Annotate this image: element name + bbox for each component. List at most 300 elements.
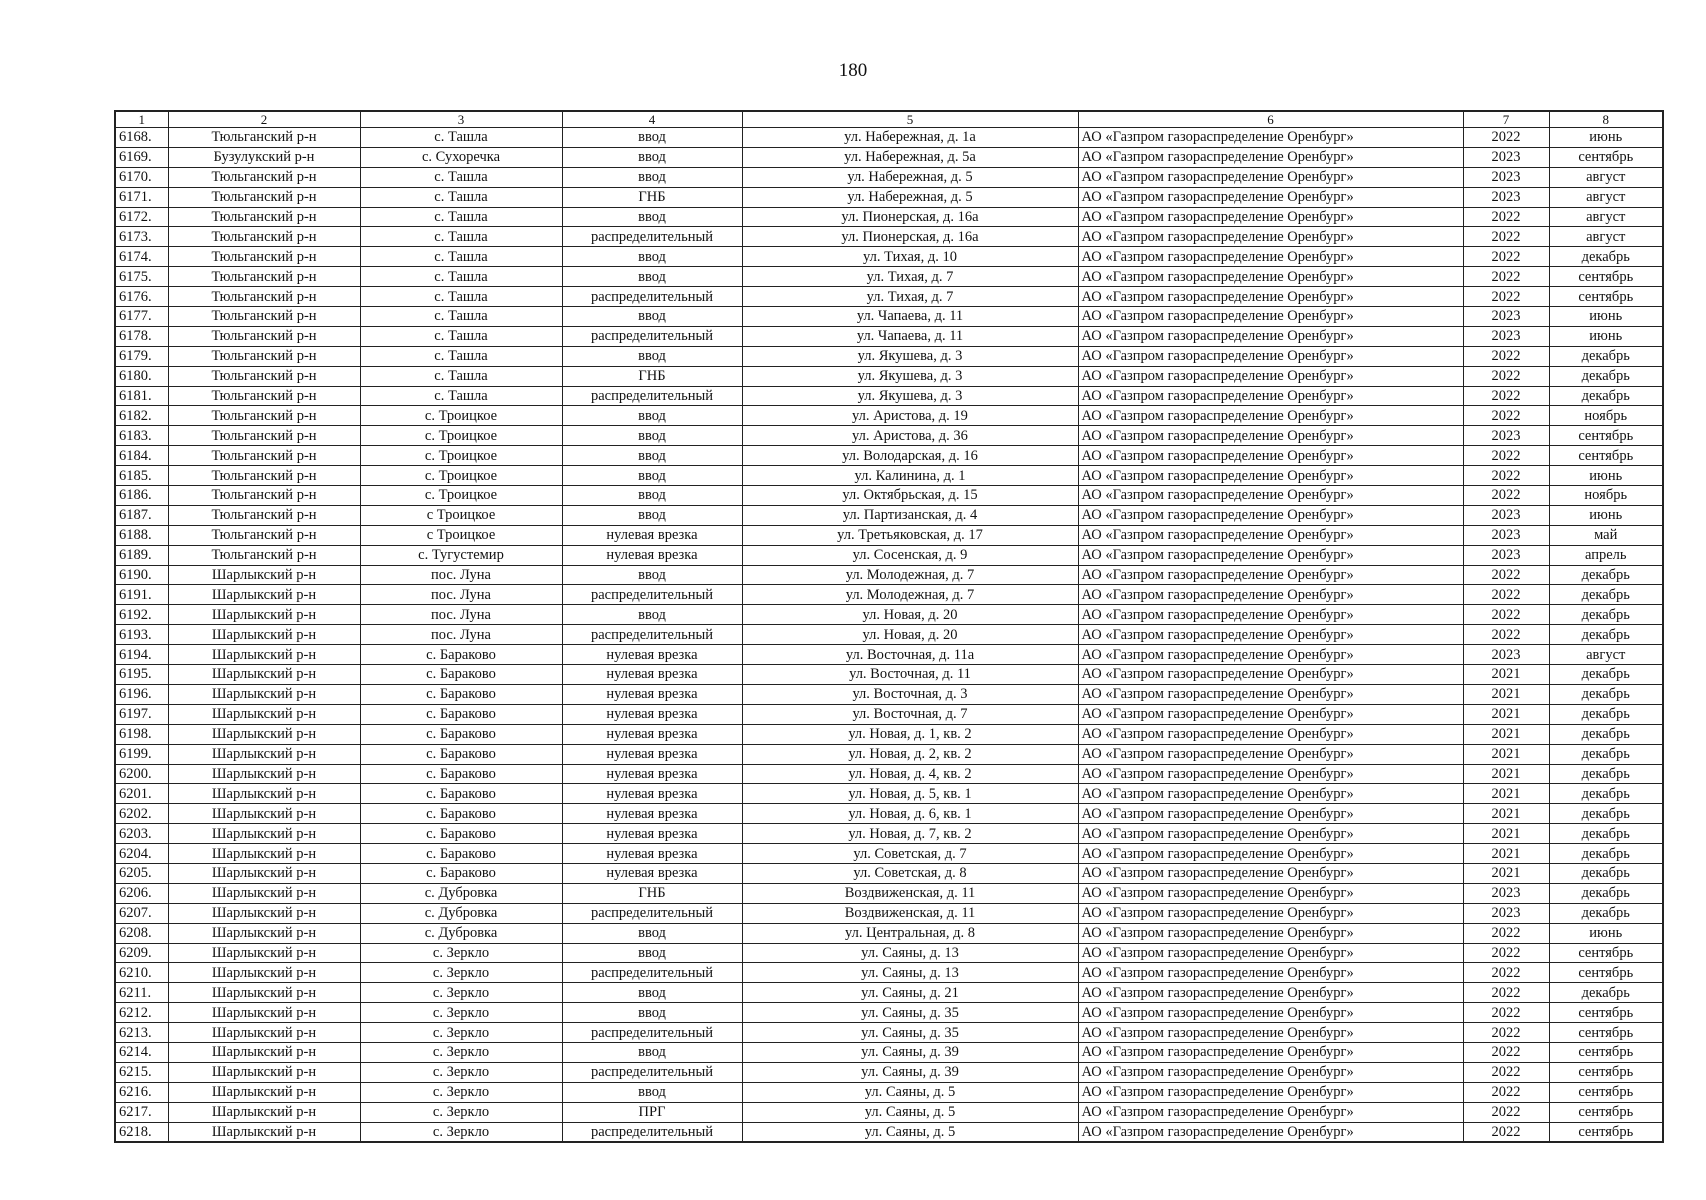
work-type-cell: ввод [562, 1003, 742, 1023]
table-row [115, 366, 1663, 386]
district-cell: Шарлыкский р-н [168, 744, 360, 764]
month-cell: сентябрь [1549, 1122, 1663, 1142]
year-cell: 2021 [1463, 804, 1549, 824]
district-cell: Шарлыкский р-н [168, 665, 360, 685]
col-header: 7 [1463, 111, 1549, 128]
work-type-cell: ввод [562, 466, 742, 486]
work-type-cell: ввод [562, 167, 742, 187]
organization-cell: АО «Газпром газораспределение Оренбург» [1078, 366, 1463, 386]
work-type-cell: распределительный [562, 1062, 742, 1082]
month-cell: декабрь [1549, 863, 1663, 883]
address-cell: Воздвиженская, д. 11 [742, 883, 1078, 903]
district-cell: Шарлыкский р-н [168, 804, 360, 824]
organization-cell: АО «Газпром газораспределение Оренбург» [1078, 525, 1463, 545]
organization-cell: АО «Газпром газораспределение Оренбург» [1078, 1003, 1463, 1023]
table-row [115, 684, 1663, 704]
row-number-cell: 6191. [115, 585, 168, 605]
table-row [115, 1062, 1663, 1082]
work-type-cell: ГНБ [562, 187, 742, 207]
settlement-cell: с. Ташла [360, 187, 562, 207]
address-cell: ул. Саяны, д. 13 [742, 943, 1078, 963]
district-cell: Тюльганский р-н [168, 207, 360, 227]
table-row [115, 1122, 1663, 1142]
row-number-cell: 6201. [115, 784, 168, 804]
work-type-cell: распределительный [562, 227, 742, 247]
month-cell: сентябрь [1549, 147, 1663, 167]
district-cell: Тюльганский р-н [168, 446, 360, 466]
row-number-cell: 6203. [115, 824, 168, 844]
settlement-cell: с. Троицкое [360, 466, 562, 486]
organization-cell: АО «Газпром газораспределение Оренбург» [1078, 684, 1463, 704]
row-number-cell: 6194. [115, 645, 168, 665]
month-cell: сентябрь [1549, 943, 1663, 963]
year-cell: 2021 [1463, 724, 1549, 744]
table-row [115, 724, 1663, 744]
address-cell: ул. Саяны, д. 5 [742, 1122, 1078, 1142]
settlement-cell: с Троицкое [360, 525, 562, 545]
row-number-cell: 6212. [115, 1003, 168, 1023]
work-type-cell: нулевая врезка [562, 744, 742, 764]
work-type-cell: ввод [562, 346, 742, 366]
district-cell: Тюльганский р-н [168, 167, 360, 187]
settlement-cell: пос. Луна [360, 605, 562, 625]
district-cell: Шарлыкский р-н [168, 923, 360, 943]
month-cell: декабрь [1549, 565, 1663, 585]
address-cell: ул. Саяны, д. 21 [742, 983, 1078, 1003]
work-type-cell: распределительный [562, 1122, 742, 1142]
year-cell: 2023 [1463, 326, 1549, 346]
work-type-cell: ввод [562, 267, 742, 287]
address-cell: ул. Якушева, д. 3 [742, 386, 1078, 406]
address-cell: ул. Якушева, д. 3 [742, 346, 1078, 366]
work-type-cell: нулевая врезка [562, 684, 742, 704]
district-cell: Шарлыкский р-н [168, 844, 360, 864]
table-row [115, 923, 1663, 943]
row-number-cell: 6183. [115, 426, 168, 446]
month-cell: июнь [1549, 466, 1663, 486]
year-cell: 2021 [1463, 744, 1549, 764]
work-type-cell: ввод [562, 923, 742, 943]
settlement-cell: с. Бараково [360, 744, 562, 764]
organization-cell: АО «Газпром газораспределение Оренбург» [1078, 923, 1463, 943]
table-row [115, 844, 1663, 864]
table-row [115, 764, 1663, 784]
address-cell: ул. Пионерская, д. 16а [742, 227, 1078, 247]
address-cell: ул. Саяны, д. 5 [742, 1102, 1078, 1122]
settlement-cell: с. Сухоречка [360, 147, 562, 167]
settlement-cell: с. Бараково [360, 784, 562, 804]
month-cell: декабрь [1549, 724, 1663, 744]
row-number-cell: 6180. [115, 366, 168, 386]
row-number-cell: 6195. [115, 665, 168, 685]
address-cell: ул. Центральная, д. 8 [742, 923, 1078, 943]
settlement-cell: с. Ташла [360, 267, 562, 287]
address-cell: ул. Новая, д. 20 [742, 605, 1078, 625]
month-cell: декабрь [1549, 883, 1663, 903]
organization-cell: АО «Газпром газораспределение Оренбург» [1078, 1102, 1463, 1122]
year-cell: 2022 [1463, 1003, 1549, 1023]
work-type-cell: нулевая врезка [562, 764, 742, 784]
district-cell: Шарлыкский р-н [168, 883, 360, 903]
address-cell: ул. Пионерская, д. 16а [742, 207, 1078, 227]
work-type-cell: нулевая врезка [562, 784, 742, 804]
address-cell: ул. Тихая, д. 7 [742, 267, 1078, 287]
settlement-cell: с. Ташла [360, 167, 562, 187]
row-number-cell: 6200. [115, 764, 168, 784]
year-cell: 2021 [1463, 844, 1549, 864]
address-cell: ул. Саяны, д. 5 [742, 1082, 1078, 1102]
organization-cell: АО «Газпром газораспределение Оренбург» [1078, 605, 1463, 625]
table-row [115, 326, 1663, 346]
month-cell: сентябрь [1549, 267, 1663, 287]
year-cell: 2023 [1463, 167, 1549, 187]
organization-cell: АО «Газпром газораспределение Оренбург» [1078, 724, 1463, 744]
address-cell: ул. Набережная, д. 5 [742, 167, 1078, 187]
organization-cell: АО «Газпром газораспределение Оренбург» [1078, 326, 1463, 346]
work-type-cell: ввод [562, 128, 742, 148]
district-cell: Шарлыкский р-н [168, 963, 360, 983]
settlement-cell: пос. Луна [360, 625, 562, 645]
work-type-cell: распределительный [562, 386, 742, 406]
district-cell: Шарлыкский р-н [168, 1122, 360, 1142]
work-type-cell: распределительный [562, 585, 742, 605]
month-cell: сентябрь [1549, 446, 1663, 466]
row-number-cell: 6193. [115, 625, 168, 645]
organization-cell: АО «Газпром газораспределение Оренбург» [1078, 207, 1463, 227]
month-cell: декабрь [1549, 804, 1663, 824]
row-number-cell: 6190. [115, 565, 168, 585]
row-number-cell: 6175. [115, 267, 168, 287]
year-cell: 2023 [1463, 645, 1549, 665]
address-cell: ул. Саяны, д. 35 [742, 1003, 1078, 1023]
work-type-cell: распределительный [562, 963, 742, 983]
organization-cell: АО «Газпром газораспределение Оренбург» [1078, 147, 1463, 167]
table-row [115, 1082, 1663, 1102]
month-cell: декабрь [1549, 844, 1663, 864]
month-cell: сентябрь [1549, 1003, 1663, 1023]
district-cell: Тюльганский р-н [168, 247, 360, 267]
address-cell: ул. Саяны, д. 13 [742, 963, 1078, 983]
organization-cell: АО «Газпром газораспределение Оренбург» [1078, 1042, 1463, 1062]
year-cell: 2022 [1463, 625, 1549, 645]
address-cell: ул. Саяны, д. 39 [742, 1042, 1078, 1062]
work-type-cell: ввод [562, 147, 742, 167]
month-cell: декабрь [1549, 366, 1663, 386]
organization-cell: АО «Газпром газораспределение Оренбург» [1078, 1122, 1463, 1142]
row-number-cell: 6170. [115, 167, 168, 187]
year-cell: 2022 [1463, 1122, 1549, 1142]
district-cell: Тюльганский р-н [168, 426, 360, 446]
address-cell: ул. Восточная, д. 7 [742, 704, 1078, 724]
month-cell: декабрь [1549, 784, 1663, 804]
month-cell: апрель [1549, 545, 1663, 565]
row-number-cell: 6207. [115, 903, 168, 923]
address-cell: ул. Набережная, д. 5а [742, 147, 1078, 167]
col-header: 1 [115, 111, 168, 128]
organization-cell: АО «Газпром газораспределение Оренбург» [1078, 267, 1463, 287]
work-type-cell: нулевая врезка [562, 863, 742, 883]
year-cell: 2022 [1463, 386, 1549, 406]
row-number-cell: 6169. [115, 147, 168, 167]
district-cell: Шарлыкский р-н [168, 764, 360, 784]
table-row [115, 307, 1663, 327]
district-cell: Шарлыкский р-н [168, 1023, 360, 1043]
month-cell: сентябрь [1549, 426, 1663, 446]
month-cell: июнь [1549, 326, 1663, 346]
row-number-cell: 6197. [115, 704, 168, 724]
address-cell: ул. Молодежная, д. 7 [742, 565, 1078, 585]
district-cell: Тюльганский р-н [168, 326, 360, 346]
address-cell: ул. Советская, д. 8 [742, 863, 1078, 883]
row-number-cell: 6177. [115, 307, 168, 327]
row-number-cell: 6172. [115, 207, 168, 227]
row-number-cell: 6186. [115, 486, 168, 506]
address-cell: ул. Сосенская, д. 9 [742, 545, 1078, 565]
district-cell: Тюльганский р-н [168, 187, 360, 207]
month-cell: декабрь [1549, 704, 1663, 724]
district-cell: Тюльганский р-н [168, 227, 360, 247]
work-type-cell: распределительный [562, 1023, 742, 1043]
table-row [115, 346, 1663, 366]
work-type-cell: ввод [562, 307, 742, 327]
settlement-cell: с. Бараково [360, 704, 562, 724]
district-cell: Тюльганский р-н [168, 505, 360, 525]
address-cell: ул. Набережная, д. 5 [742, 187, 1078, 207]
table-row [115, 565, 1663, 585]
settlement-cell: с. Ташла [360, 287, 562, 307]
month-cell: июнь [1549, 505, 1663, 525]
work-type-cell: ввод [562, 426, 742, 446]
row-number-cell: 6214. [115, 1042, 168, 1062]
settlement-cell: с. Ташла [360, 207, 562, 227]
work-type-cell: ввод [562, 1082, 742, 1102]
work-type-cell: ввод [562, 605, 742, 625]
district-cell: Шарлыкский р-н [168, 684, 360, 704]
month-cell: декабрь [1549, 744, 1663, 764]
col-header: 8 [1549, 111, 1663, 128]
organization-cell: АО «Газпром газораспределение Оренбург» [1078, 585, 1463, 605]
year-cell: 2022 [1463, 287, 1549, 307]
settlement-cell: с. Зеркло [360, 1062, 562, 1082]
organization-cell: АО «Газпром газораспределение Оренбург» [1078, 665, 1463, 685]
month-cell: сентябрь [1549, 1062, 1663, 1082]
address-cell: ул. Новая, д. 2, кв. 2 [742, 744, 1078, 764]
table-row [115, 665, 1663, 685]
address-cell: ул. Новая, д. 5, кв. 1 [742, 784, 1078, 804]
address-cell: ул. Восточная, д. 11 [742, 665, 1078, 685]
address-cell: ул. Якушева, д. 3 [742, 366, 1078, 386]
settlement-cell: с. Ташла [360, 326, 562, 346]
year-cell: 2023 [1463, 307, 1549, 327]
row-number-cell: 6168. [115, 128, 168, 148]
col-header: 2 [168, 111, 360, 128]
settlement-cell: с. Троицкое [360, 446, 562, 466]
month-cell: сентябрь [1549, 1082, 1663, 1102]
year-cell: 2021 [1463, 784, 1549, 804]
settlement-cell: с. Зеркло [360, 1023, 562, 1043]
row-number-cell: 6208. [115, 923, 168, 943]
district-cell: Шарлыкский р-н [168, 605, 360, 625]
organization-cell: АО «Газпром газораспределение Оренбург» [1078, 983, 1463, 1003]
row-number-cell: 6187. [115, 505, 168, 525]
address-cell: ул. Восточная, д. 11а [742, 645, 1078, 665]
settlement-cell: с. Дубровка [360, 903, 562, 923]
row-number-cell: 6216. [115, 1082, 168, 1102]
address-cell: ул. Аристова, д. 19 [742, 406, 1078, 426]
year-cell: 2022 [1463, 128, 1549, 148]
address-cell: ул. Молодежная, д. 7 [742, 585, 1078, 605]
work-type-cell: ввод [562, 505, 742, 525]
settlement-cell: с. Дубровка [360, 883, 562, 903]
work-type-cell: ввод [562, 486, 742, 506]
district-cell: Шарлыкский р-н [168, 724, 360, 744]
district-cell: Шарлыкский р-н [168, 565, 360, 585]
district-cell: Шарлыкский р-н [168, 824, 360, 844]
settlement-cell: с. Зеркло [360, 1082, 562, 1102]
row-number-cell: 6213. [115, 1023, 168, 1043]
organization-cell: АО «Газпром газораспределение Оренбург» [1078, 287, 1463, 307]
row-number-cell: 6202. [115, 804, 168, 824]
settlement-cell: с. Ташла [360, 247, 562, 267]
settlement-cell: с. Бараково [360, 684, 562, 704]
settlement-cell: с. Бараково [360, 764, 562, 784]
year-cell: 2022 [1463, 486, 1549, 506]
district-cell: Тюльганский р-н [168, 307, 360, 327]
work-type-cell: распределительный [562, 326, 742, 346]
settlement-cell: пос. Луна [360, 565, 562, 585]
table-row [115, 267, 1663, 287]
year-cell: 2022 [1463, 446, 1549, 466]
work-type-cell: ввод [562, 565, 742, 585]
year-cell: 2022 [1463, 1102, 1549, 1122]
year-cell: 2022 [1463, 406, 1549, 426]
organization-cell: АО «Газпром газораспределение Оренбург» [1078, 1023, 1463, 1043]
year-cell: 2021 [1463, 863, 1549, 883]
organization-cell: АО «Газпром газораспределение Оренбург» [1078, 565, 1463, 585]
month-cell: декабрь [1549, 684, 1663, 704]
table-row [115, 943, 1663, 963]
address-cell: Воздвиженская, д. 11 [742, 903, 1078, 923]
month-cell: декабрь [1549, 983, 1663, 1003]
year-cell: 2022 [1463, 227, 1549, 247]
organization-cell: АО «Газпром газораспределение Оренбург» [1078, 645, 1463, 665]
settlement-cell: с Троицкое [360, 505, 562, 525]
table-row [115, 1023, 1663, 1043]
year-cell: 2023 [1463, 426, 1549, 446]
year-cell: 2022 [1463, 565, 1549, 585]
organization-cell: АО «Газпром газораспределение Оренбург» [1078, 883, 1463, 903]
work-type-cell: нулевая врезка [562, 525, 742, 545]
row-number-cell: 6176. [115, 287, 168, 307]
row-number-cell: 6215. [115, 1062, 168, 1082]
month-cell: декабрь [1549, 824, 1663, 844]
address-cell: ул. Володарская, д. 16 [742, 446, 1078, 466]
year-cell: 2022 [1463, 207, 1549, 227]
month-cell: декабрь [1549, 764, 1663, 784]
district-cell: Тюльганский р-н [168, 466, 360, 486]
settlement-cell: с. Бараково [360, 645, 562, 665]
year-cell: 2021 [1463, 824, 1549, 844]
settlement-cell: с. Ташла [360, 307, 562, 327]
address-cell: ул. Тихая, д. 10 [742, 247, 1078, 267]
district-cell: Шарлыкский р-н [168, 943, 360, 963]
year-cell: 2023 [1463, 545, 1549, 565]
row-number-cell: 6171. [115, 187, 168, 207]
col-header: 6 [1078, 111, 1463, 128]
organization-cell: АО «Газпром газораспределение Оренбург» [1078, 247, 1463, 267]
month-cell: сентябрь [1549, 1042, 1663, 1062]
address-cell: ул. Новая, д. 6, кв. 1 [742, 804, 1078, 824]
settlement-cell: с. Ташла [360, 227, 562, 247]
year-cell: 2023 [1463, 505, 1549, 525]
month-cell: август [1549, 645, 1663, 665]
organization-cell: АО «Газпром газораспределение Оренбург» [1078, 505, 1463, 525]
work-type-cell: ввод [562, 207, 742, 227]
settlement-cell: с. Ташла [360, 128, 562, 148]
work-type-cell: ввод [562, 446, 742, 466]
year-cell: 2021 [1463, 704, 1549, 724]
month-cell: декабрь [1549, 605, 1663, 625]
year-cell: 2022 [1463, 605, 1549, 625]
work-type-cell: ГНБ [562, 883, 742, 903]
year-cell: 2023 [1463, 525, 1549, 545]
row-number-cell: 6192. [115, 605, 168, 625]
table-row [115, 147, 1663, 167]
row-number-cell: 6205. [115, 863, 168, 883]
address-cell: ул. Саяны, д. 39 [742, 1062, 1078, 1082]
table-row [115, 824, 1663, 844]
organization-cell: АО «Газпром газораспределение Оренбург» [1078, 844, 1463, 864]
table-row [115, 446, 1663, 466]
table-row [115, 466, 1663, 486]
year-cell: 2021 [1463, 684, 1549, 704]
table-row [115, 784, 1663, 804]
month-cell: сентябрь [1549, 287, 1663, 307]
year-cell: 2022 [1463, 366, 1549, 386]
row-number-cell: 6206. [115, 883, 168, 903]
address-cell: ул. Тихая, д. 7 [742, 287, 1078, 307]
settlement-cell: с. Зеркло [360, 1003, 562, 1023]
organization-cell: АО «Газпром газораспределение Оренбург» [1078, 804, 1463, 824]
organization-cell: АО «Газпром газораспределение Оренбург» [1078, 1082, 1463, 1102]
table-row [115, 903, 1663, 923]
gasification-table [114, 110, 1664, 1143]
col-header: 3 [360, 111, 562, 128]
district-cell: Тюльганский р-н [168, 525, 360, 545]
table-row [115, 983, 1663, 1003]
address-cell: ул. Саяны, д. 35 [742, 1023, 1078, 1043]
district-cell: Тюльганский р-н [168, 406, 360, 426]
row-number-cell: 6218. [115, 1122, 168, 1142]
month-cell: июнь [1549, 128, 1663, 148]
district-cell: Шарлыкский р-н [168, 625, 360, 645]
row-number-cell: 6204. [115, 844, 168, 864]
year-cell: 2022 [1463, 1062, 1549, 1082]
work-type-cell: ПРГ [562, 1102, 742, 1122]
organization-cell: АО «Газпром газораспределение Оренбург» [1078, 625, 1463, 645]
month-cell: август [1549, 187, 1663, 207]
address-cell: ул. Советская, д. 7 [742, 844, 1078, 864]
row-number-cell: 6173. [115, 227, 168, 247]
settlement-cell: с. Бараково [360, 665, 562, 685]
settlement-cell: с. Зеркло [360, 963, 562, 983]
table-row [115, 804, 1663, 824]
work-type-cell: нулевая врезка [562, 704, 742, 724]
settlement-cell: с. Ташла [360, 386, 562, 406]
table-row [115, 207, 1663, 227]
work-type-cell: ввод [562, 406, 742, 426]
month-cell: декабрь [1549, 346, 1663, 366]
